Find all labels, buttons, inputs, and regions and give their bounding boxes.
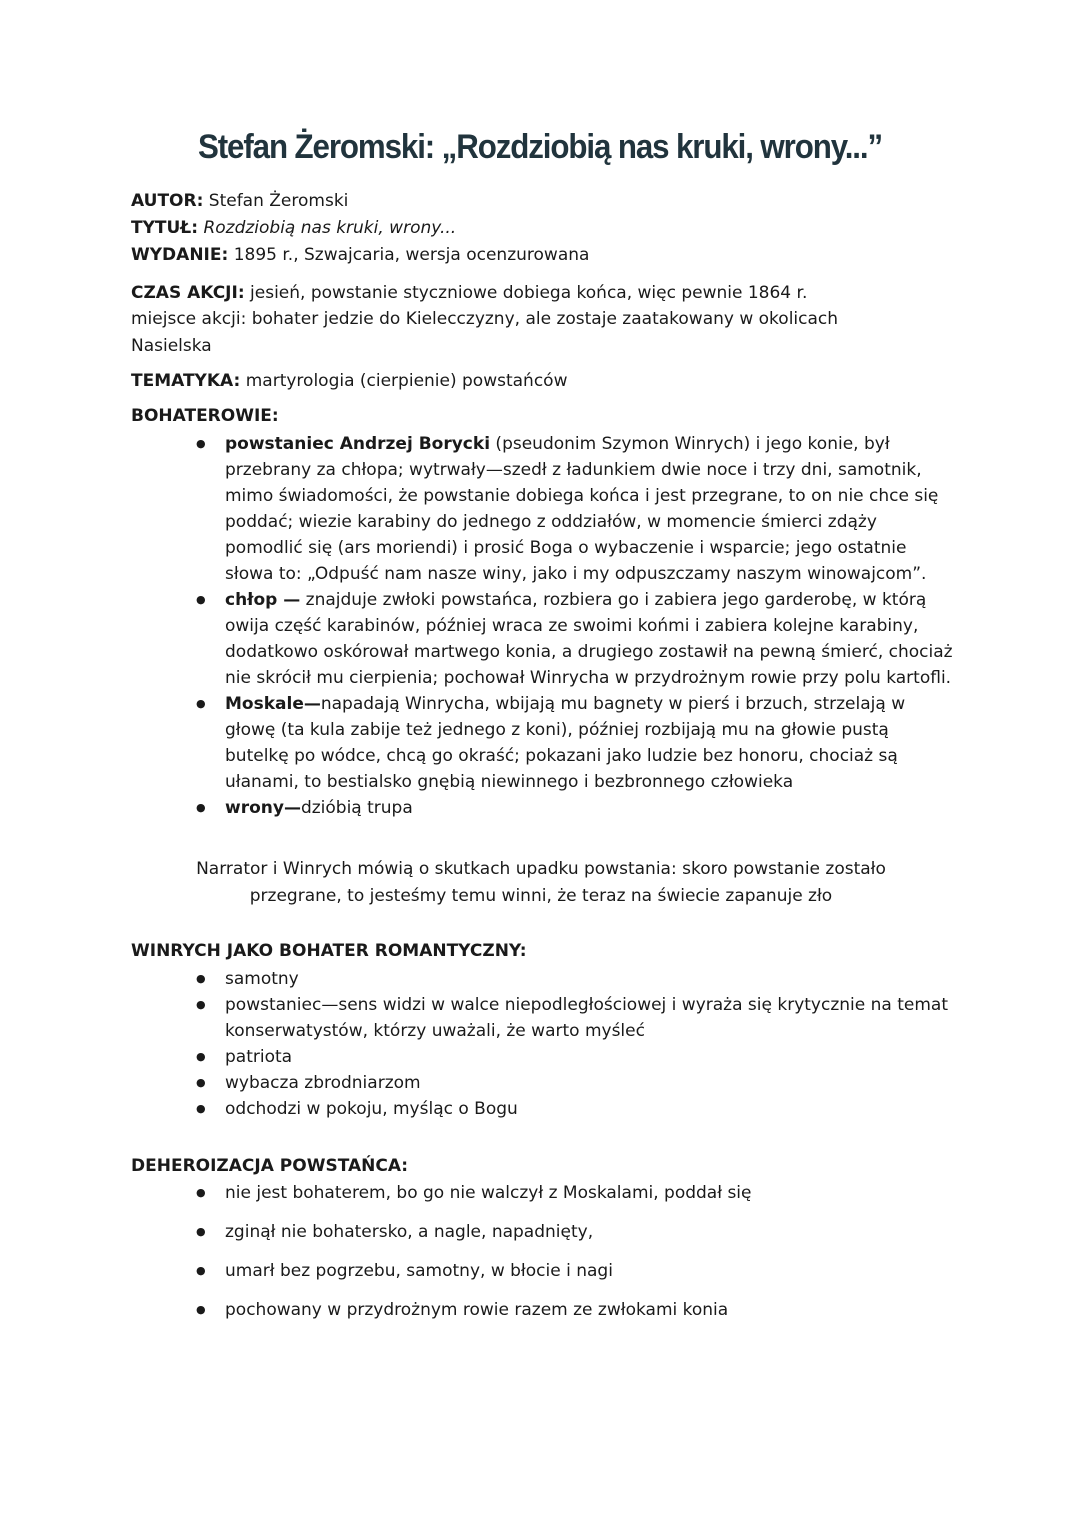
item-text: znajduje zwłoki powstańca, rozbiera go i zabiera jego garderobę, w którą owija część karabinów, później wraca ze swoimi końmi i zabiera kolejne karabiny, dodatkowo oskórował martwego konia, a drugiego zostawił na pewną śmierć, chociaż nie skrócił mu cierpienia; pochował Winrycha w przydrożnym rowie przy polu kartofli. [225, 590, 953, 688]
list-item: ● odchodzi w pokoju, myśląc o Bogu [196, 1096, 956, 1122]
list-item: ● pochowany w przydrożnym rowie razem ze zwłokami konia [196, 1297, 956, 1323]
autor-value: Stefan Żeromski [203, 191, 349, 211]
autor-label: AUTOR: [131, 191, 204, 211]
page-title: Stefan Żeromski: „Rozdziobią nas kruki, wrony...” [197, 128, 883, 166]
list-item: ● samotny [196, 966, 956, 992]
list-item: ● wybacza zbrodniarzom [196, 1070, 956, 1096]
wydanie-label: WYDANIE: [131, 245, 229, 265]
tytul-line [131, 215, 456, 241]
tematyka-label: TEMATYKA: [131, 371, 241, 391]
miejsce-akcji-line2: Nasielska [131, 336, 212, 356]
miejsce-akcji-line1: miejsce akcji: bohater jedzie do Kielecczyzny, ale zostaje zaatakowany w okolicach [131, 309, 839, 329]
czas-akcji-line [131, 280, 807, 306]
list-item: ● nie jest bohaterem, bo go nie walczył z Moskalami, poddał się [196, 1180, 956, 1206]
deheroizacja-heading: DEHEROIZACJA POWSTAŃCA: [131, 1156, 409, 1176]
list-item [196, 795, 956, 821]
item-name: chłop — [225, 590, 301, 610]
tytul-label: TYTUŁ: [131, 218, 199, 238]
wydanie-line [131, 242, 589, 268]
tematyka-value: martyrologia (cierpienie) powstańców [240, 371, 568, 391]
narrator-note-line1: Narrator i Winrych mówią o skutkach upadku powstania: skoro powstanie zostało [196, 859, 886, 879]
item-name: Moskale— [225, 694, 321, 714]
item-text: dzióbią trupa [300, 798, 413, 818]
list-item [196, 431, 956, 587]
bohaterowie-list [196, 431, 956, 821]
deheroizacja-list [196, 1180, 956, 1336]
wydanie-value: 1895 r., Szwajcaria, wersja ocenzurowana [228, 245, 590, 265]
czas-akcji-label: CZAS AKCJI: [131, 283, 245, 303]
narrator-note-line2: przegrane, to jesteśmy temu winni, że teraz na świecie zapanuje zło [249, 886, 833, 906]
narrator-note [131, 856, 951, 910]
bohaterowie-heading: BOHATEROWIE: [131, 406, 279, 426]
list-item: ● umarł bez pogrzebu, samotny, w błocie i nagi [196, 1258, 956, 1284]
item-text: napadają Winrycha, wbijają mu bagnety w pierś i brzuch, strzelają w głowę (ta kula zabije też jednego z koni), później rozbijają mu na głowie pustą butelkę po wódce, chcą go okraść; pokazani jako ludzie bez honoru, chociaż są ułanami, to bestialsko gnębią niewinnego i bezbronnego człowieka [225, 694, 906, 792]
item-text: (pseudonim Szymon Winrych) i jego konie, był przebrany za chłopa; wytrwały—szedł z ładunkiem dwie noce i trzy dni, samotnik, mimo świadomości, że powstanie dobiega końca i jest przegrane, to on nie chce się poddać; wiezie karabiny do jednego z oddziałów, w momencie śmierci zdąży pomodlić się (ars moriendi) i prosić Boga o wybaczenie i wsparcie; jego ostatnie słowa to: „Odpuść nam nasze winy, jako i my odpuszczamy naszym winowajcom”. [225, 434, 939, 584]
romantyczny-heading: WINRYCH JAKO BOHATER ROMANTYCZNY: [131, 941, 527, 961]
list-item: ● patriota [196, 1044, 956, 1070]
item-name: wrony— [225, 798, 301, 818]
list-item: ● powstaniec—sens widzi w walce niepodległościowej i wyraża się krytycznie na temat konserwatystów, którzy uważali, że warto myśleć [196, 992, 956, 1044]
tytul-value: Rozdziobią nas kruki, wrony... [203, 218, 457, 238]
czas-akcji-value: jesień, powstanie styczniowe dobiega końca, więc pewnie 1864 r. [244, 283, 808, 303]
list-item [196, 691, 956, 795]
autor-line [131, 188, 348, 214]
tematyka-line [131, 368, 567, 394]
list-item [196, 587, 956, 691]
list-item: ● zginął nie bohatersko, a nagle, napadnięty, [196, 1219, 956, 1245]
item-name: powstaniec Andrzej Borycki [225, 434, 491, 454]
romantyczny-list [196, 966, 956, 1122]
